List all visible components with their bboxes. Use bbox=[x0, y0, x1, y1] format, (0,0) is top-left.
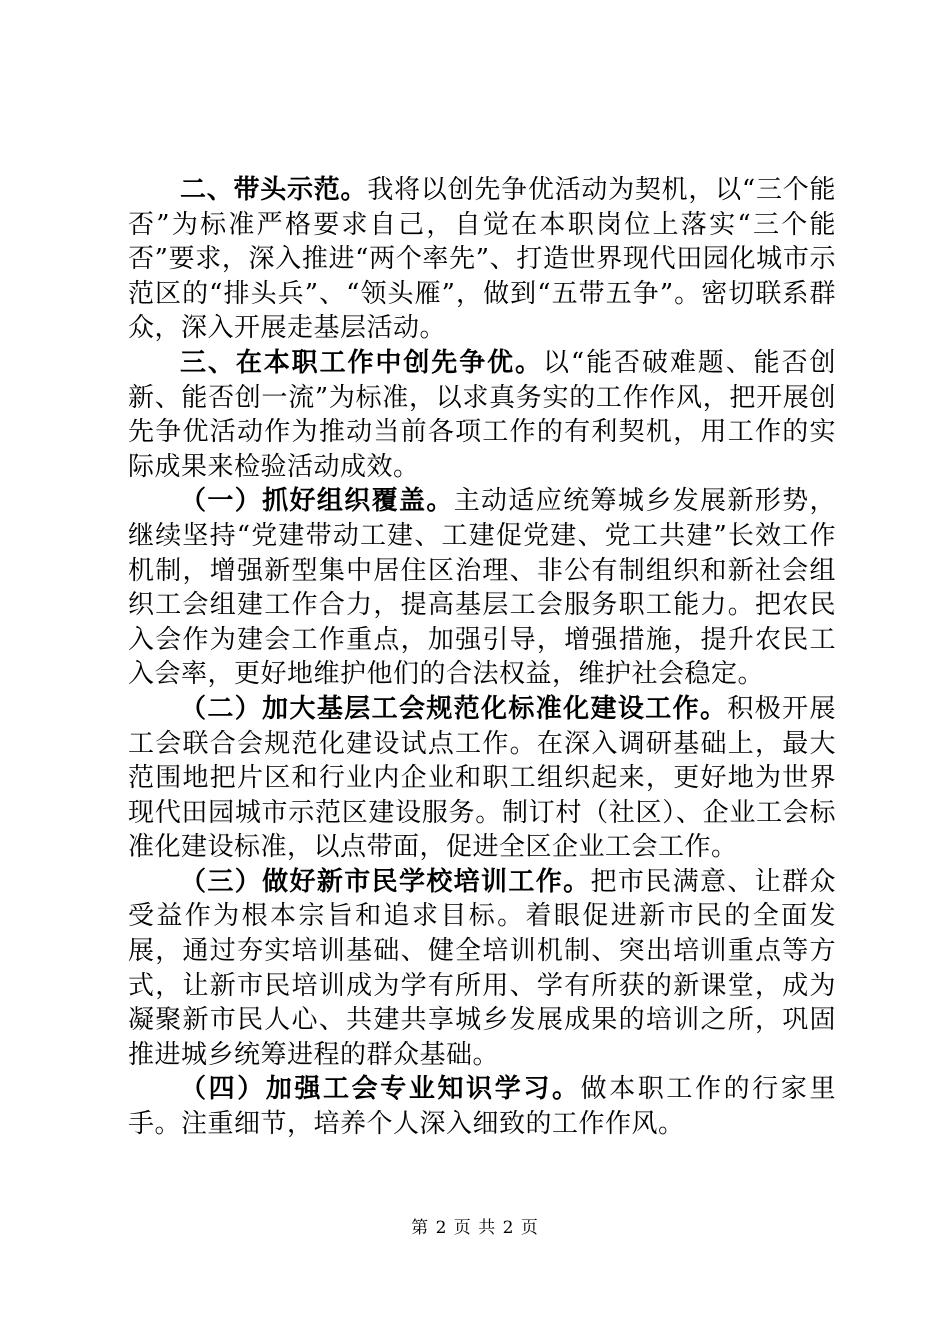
paragraph-lead-by-example bbox=[128, 173, 836, 346]
paragraph-excel-in-post bbox=[128, 346, 836, 484]
paragraph-text: 以“能否破难题、能否创新、能否创一流”为标准，以求真务实的工作作风，把开展创先争优活动作为推动当前各项工作的有利契机，用工作的实际成果来检验活动成效。 bbox=[128, 347, 836, 482]
paragraph-text: 主动适应统筹城乡发展新形势，继续坚持“党建带动工建、工建促党建、党工共建”长效工作机制，增强新型集中居住区治理、非公有制组织和新社会组织工会组建工作合力，提高基层工会服务职工能力。把农民入会作为建会工作重点，加强引导，增强措施，提升农民工入会率，更好地维护他们的合法权益，维护社会稳定。 bbox=[128, 486, 836, 690]
paragraph-heading: （一）抓好组织覆盖。 bbox=[180, 486, 454, 517]
paragraph-text: 我将以创先争优活动为契机，以“三个能否”为标准严格要求自己，自觉在本职岗位上落实“三个能否”要求，深入推进“两个率先”、打造世界现代田园化城市示范区的“排头兵”、“领头雁”，做到“五带五争”。密切联系群众，深入开展走基层活动。 bbox=[128, 175, 836, 344]
paragraph-heading: （四）加强工会专业知识学习。 bbox=[180, 1074, 581, 1105]
paragraph-heading: （二）加大基层工会规范化标准化建设工作。 bbox=[180, 693, 728, 724]
paragraph-new-citizen-school bbox=[128, 865, 836, 1073]
paragraph-heading: 三、在本职工作中创先争优。 bbox=[180, 347, 543, 378]
page-number-footer: 第 2 页 共 2 页 bbox=[411, 1218, 539, 1238]
document-body bbox=[128, 173, 836, 1142]
paragraph-professional-study bbox=[128, 1072, 836, 1141]
paragraph-heading: 二、带头示范。 bbox=[180, 175, 368, 205]
paragraph-text: 做本职工作的行家里手。注重细节，培养个人深入细致的工作作风。 bbox=[128, 1074, 836, 1140]
paragraph-standardization bbox=[128, 692, 836, 865]
paragraph-text: 把市民满意、让群众受益作为根本宗旨和追求目标。着眼促进新市民的全面发展，通过夯实培训基础、健全培训机制、突出培训重点等方式，让新市民培训成为学有所用、学有所获的新课堂，成为凝聚新市民人心、共建共享城乡发展成果的培训之所，巩固推进城乡统筹进程的群众基础。 bbox=[128, 866, 836, 1070]
paragraph-organization-coverage bbox=[128, 484, 836, 692]
paragraph-text: 积极开展工会联合会规范化建设试点工作。在深入调研基础上，最大范围地把片区和行业内企业和职工组织起来，更好地为世界现代田园城市示范区建设服务。制订村（社区）、企业工会标准化建设标准，以点带面，促进全区企业工会工作。 bbox=[128, 693, 836, 863]
paragraph-heading: （三）做好新市民学校培训工作。 bbox=[180, 866, 591, 897]
